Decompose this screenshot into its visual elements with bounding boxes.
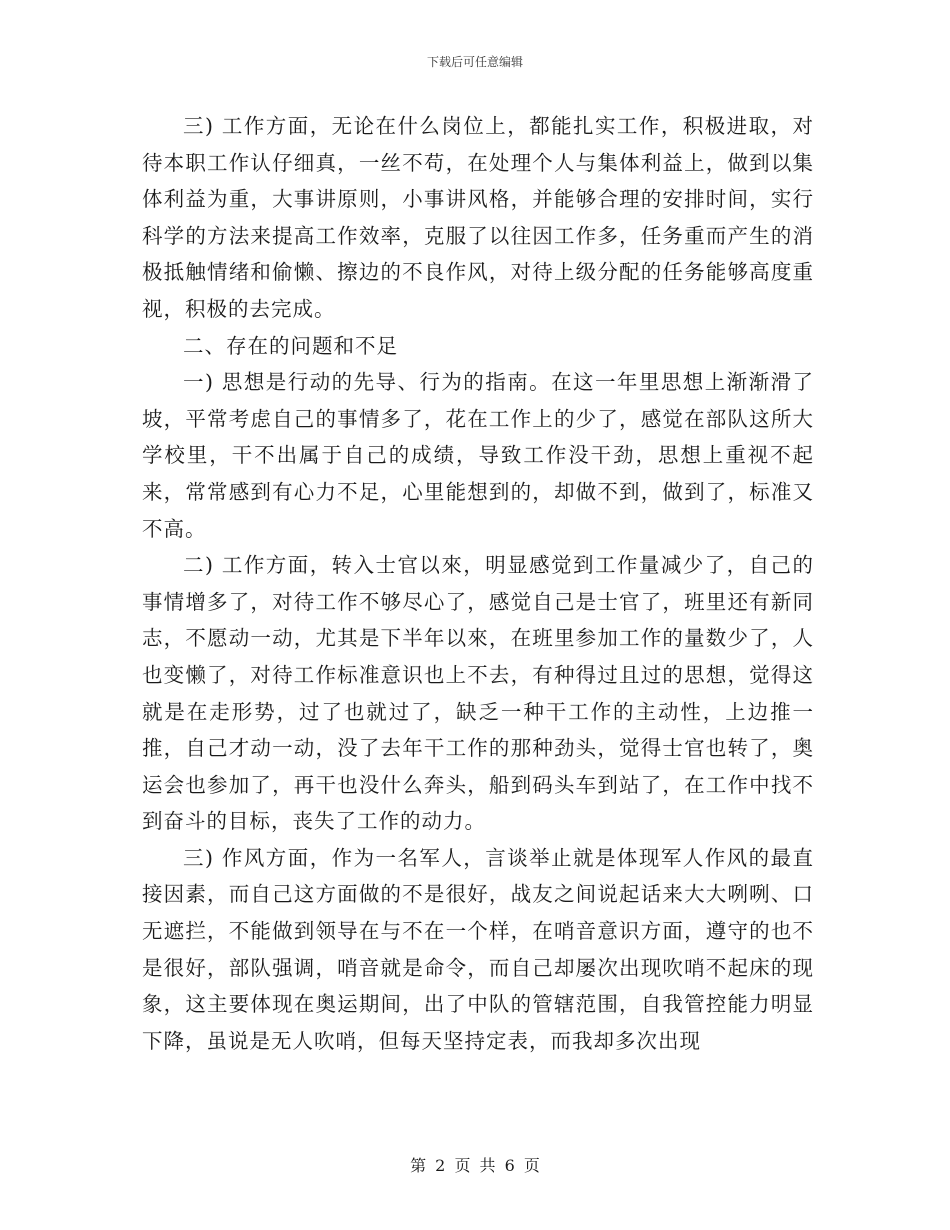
page-header: 下载后可任意编辑: [426, 55, 523, 69]
document-body: [142, 108, 814, 1059]
paragraph-work: 二) 工作方面，转入士官以來，明显感觉到工作量减少了，自己的事情增多了，对待工作不够尽心了，感觉自己是士官了，班里还有新同志，不愿动一动，尤其是下半年以來，在班里参加工作的量数少了，人也变懒了，对待工作标准意识也上不去，有种得过且过的思想，觉得这就是在走形势，过了也就过了，缺乏一种干工作的主动性，上边推一推，自己才动一动，没了去年干工作的那种劲头，觉得士官也转了，奥运会也参加了，再干也没什么奔头，船到码头车到站了，在工作中找不到奋斗的目标，丧失了工作的动力。: [142, 553, 814, 834]
paragraph-work-aspect: 三) 工作方面，无论在什么岗位上，都能扎实工作，积极进取，对待本职工作认仔细真，一丝不苟，在处理个人与集体利益上，做到以集体利益为重，大事讲原则，小事讲风格，并能够合理的安排时间，实行科学的方法来提高工作效率，克服了以往因工作多，任务重而产生的消极抵触情绪和偷懒、擦边的不良作风，对待上级分配的任务能够高度重视，积极的去完成。: [142, 114, 814, 321]
paragraph-style: 三) 作风方面，作为一名军人，言谈举止就是体现军人作风的最直接因素，而自己这方面做的不是很好，战友之间说起话来大大咧咧、口无遮拦，不能做到领导在与不在一个样，在哨音意识方面，遵守的也不是很好，部队强调，哨音就是命令，而自己却屡次出现吹哨不起床的现象，这主要体现在奥运期间，出了中队的管辖范围，自我管控能力明显下降，虽说是无人吹哨，但每天坚持定表，而我却多次出现: [142, 845, 814, 1053]
paragraph-thinking: 一) 思想是行动的先导、行为的指南。在这一年里思想上渐渐滑了坡，平常考虑自己的事情多了，花在工作上的少了，感觉在部队这所大学校里，干不出属于自己的成绩，导致工作没干劲，思想上重视不起来，常常感到有心力不足，心里能想到的，却做不到，做到了，标准又不高。: [142, 370, 814, 541]
page-number: 第 2 页 共 6 页: [410, 1156, 540, 1175]
section-heading-problems: 二、存在的问题和不足: [183, 333, 398, 358]
